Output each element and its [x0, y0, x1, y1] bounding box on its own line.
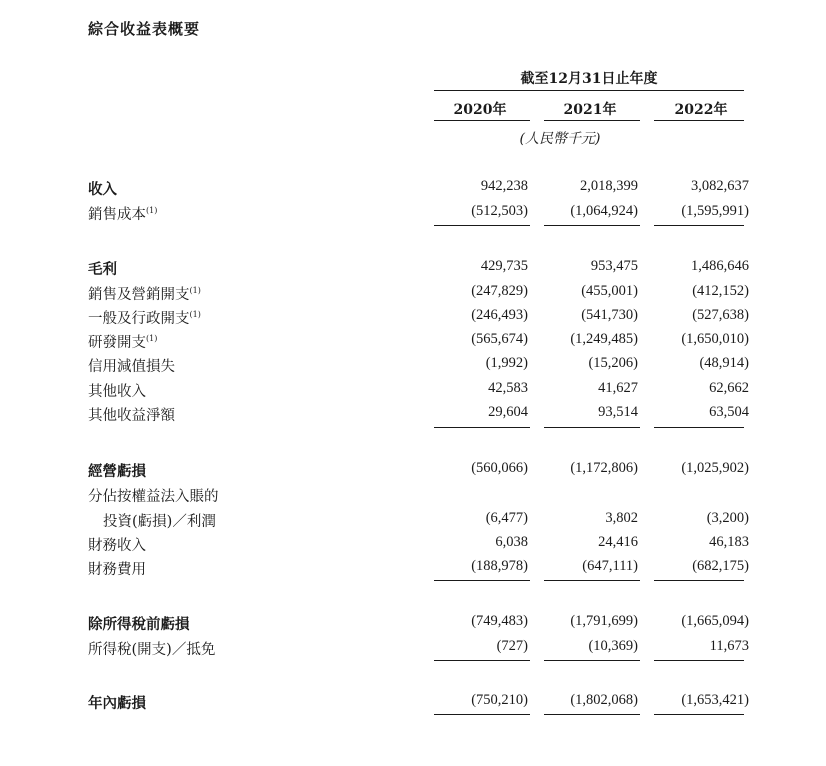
value-2022: 3,082,637 — [691, 178, 749, 194]
row-label: 銷售及營銷開支$^{(1)}$ — [88, 286, 201, 303]
value-2020: (247,829) — [471, 283, 528, 299]
row-label: 所得稅(開支)／抵免 — [88, 642, 216, 658]
row-label: 財務收入 — [88, 538, 146, 554]
subtotal-rule — [654, 427, 744, 428]
footnote-marker: (1) — [146, 334, 158, 343]
value-2022: 63,504 — [709, 404, 749, 420]
row-other-gains-net — [0, 404, 826, 428]
value-2022: (682,175) — [692, 558, 749, 574]
value-2021: 41,627 — [598, 380, 638, 396]
value-2020: (6,477) — [485, 510, 528, 526]
subtotal-rule — [654, 660, 744, 661]
value-2021: (15,206) — [588, 355, 638, 371]
value-2020: (727) — [496, 638, 528, 654]
value-2020: 29,604 — [488, 404, 528, 420]
row-income-tax — [0, 638, 826, 662]
row-finance-costs — [0, 558, 826, 582]
value-2022: (3,200) — [706, 510, 749, 526]
value-2020: (565,674) — [471, 331, 528, 347]
value-2020: (246,493) — [471, 307, 528, 323]
row-label: 其他收入 — [88, 384, 146, 400]
value-2021: 953,475 — [590, 258, 638, 274]
row-label: 經營虧損 — [88, 463, 146, 480]
value-2022: 11,673 — [709, 638, 749, 654]
value-2022: (1,650,010) — [681, 331, 749, 347]
year-2021-header: 2021年 — [563, 102, 617, 118]
row-cost-of-sales — [0, 203, 826, 227]
value-2021: (10,369) — [588, 638, 638, 654]
value-2020: 6,038 — [495, 534, 528, 550]
year-rule-2020 — [434, 120, 530, 121]
row-label: 毛利 — [88, 261, 117, 278]
value-2022: 1,486,646 — [691, 258, 749, 274]
value-2021: (455,001) — [581, 283, 638, 299]
footnote-marker: (1) — [189, 310, 201, 319]
subtotal-rule — [544, 427, 640, 428]
footnote-marker: (1) — [189, 286, 201, 295]
subtotal-rule — [544, 225, 640, 226]
row-label: 銷售成本$^{(1)}$ — [88, 206, 158, 223]
value-2021: 3,802 — [605, 510, 638, 526]
value-2022: (1,665,094) — [681, 613, 749, 629]
value-2021: (541,730) — [581, 307, 638, 323]
row-label: 除所得稅前虧損 — [88, 616, 190, 633]
value-2020: (512,503) — [471, 203, 528, 219]
row-other-income — [0, 380, 826, 404]
value-2022: (1,653,421) — [681, 692, 749, 708]
value-2022: 62,662 — [709, 380, 749, 396]
value-2020: (749,483) — [471, 613, 528, 629]
subtotal-rule — [654, 580, 744, 581]
row-label: 投資(虧損)／利潤 — [103, 514, 216, 530]
value-2021: (1,791,699) — [570, 613, 638, 629]
value-2021: (1,249,485) — [570, 331, 638, 347]
value-2022: (527,638) — [692, 307, 749, 323]
row-share-of-equity-investments — [0, 485, 826, 509]
row-selling-expenses — [0, 283, 826, 307]
row-label: 研發開支$^{(1)}$ — [88, 334, 158, 351]
row-label: 一般及行政開支$^{(1)}$ — [88, 310, 201, 327]
row-gross-profit — [0, 258, 826, 282]
row-admin-expenses — [0, 307, 826, 331]
value-2020: (188,978) — [471, 558, 528, 574]
row-label: 其他收益淨額 — [88, 408, 175, 424]
value-2021: (1,802,068) — [570, 692, 638, 708]
subtotal-rule — [544, 660, 640, 661]
value-2020: 942,238 — [480, 178, 528, 194]
value-2022: (1,025,902) — [681, 460, 749, 476]
row-revenue — [0, 178, 826, 202]
total-rule — [544, 714, 640, 715]
value-2020: (1,992) — [485, 355, 528, 371]
footnote-marker: (1) — [146, 206, 158, 215]
subtotal-rule — [434, 225, 530, 226]
total-rule — [654, 714, 744, 715]
value-2021: 2,018,399 — [580, 178, 638, 194]
row-loss-before-tax — [0, 613, 826, 637]
value-2022: 46,183 — [709, 534, 749, 550]
value-2020: 42,583 — [488, 380, 528, 396]
total-rule — [434, 714, 530, 715]
row-label: 分佔按權益法入賬的 — [88, 489, 219, 505]
year-rule-2021 — [544, 120, 640, 121]
year-2022-header: 2022年 — [674, 102, 728, 118]
row-label: 信用減值損失 — [88, 359, 175, 375]
row-finance-income — [0, 534, 826, 558]
row-rd-expenses — [0, 331, 826, 355]
row-label: 年內虧損 — [88, 695, 146, 712]
value-2021: 93,514 — [598, 404, 638, 420]
period-rule — [434, 90, 744, 91]
year-2020-header: 2020年 — [453, 102, 507, 118]
row-label: 財務費用 — [88, 562, 146, 578]
value-2020: 429,735 — [480, 258, 528, 274]
currency-unit: (人民幣千元) — [519, 131, 601, 147]
value-2022: (1,595,991) — [681, 203, 749, 219]
period-header: 截至12月31日止年度 — [520, 71, 658, 87]
subtotal-rule — [434, 580, 530, 581]
subtotal-rule — [434, 660, 530, 661]
row-investment-loss-profit — [0, 510, 826, 534]
row-operating-loss — [0, 460, 826, 484]
value-2021: (647,111) — [582, 558, 638, 574]
value-2021: (1,064,924) — [570, 203, 638, 219]
value-2022: (48,914) — [699, 355, 749, 371]
row-credit-impairment — [0, 355, 826, 379]
value-2020: (750,210) — [471, 692, 528, 708]
value-2021: (1,172,806) — [570, 460, 638, 476]
subtotal-rule — [654, 225, 744, 226]
subtotal-rule — [434, 427, 530, 428]
value-2022: (412,152) — [692, 283, 749, 299]
row-label: 收入 — [88, 181, 117, 198]
row-loss-for-year — [0, 692, 826, 716]
page-title: 綜合收益表概要 — [88, 20, 201, 38]
value-2020: (560,066) — [471, 460, 528, 476]
subtotal-rule — [544, 580, 640, 581]
value-2021: 24,416 — [598, 534, 638, 550]
year-rule-2022 — [654, 120, 744, 121]
